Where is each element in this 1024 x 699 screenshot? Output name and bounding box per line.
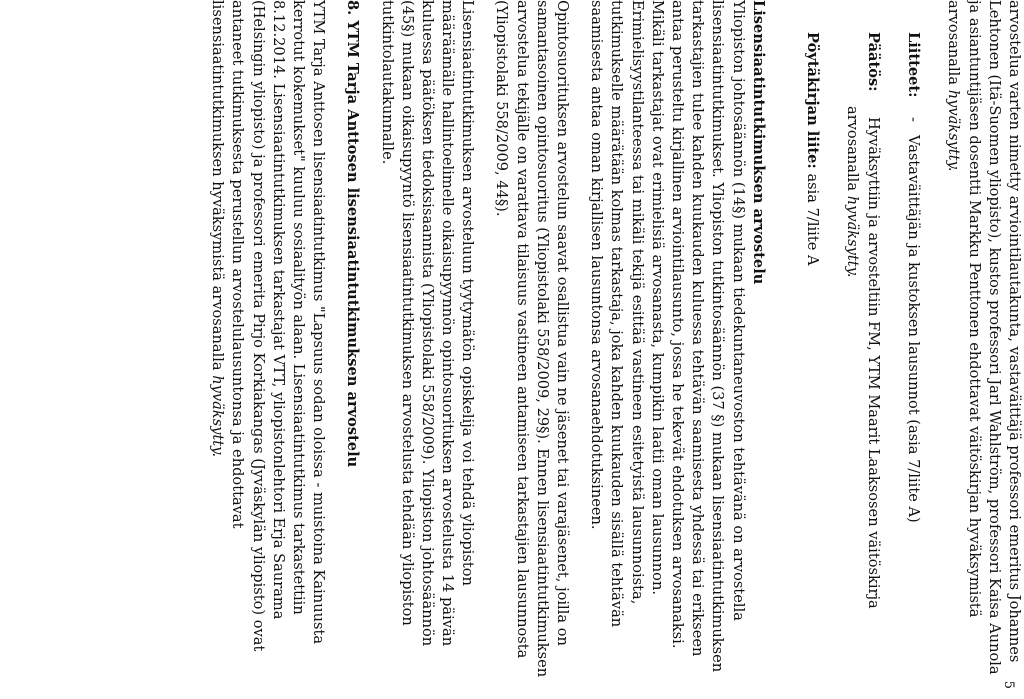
text-line: tarkastajien tulee kahden kuukauden kuluessa tehtävän saamisesta yhdessä tai erikseen (689, 0, 707, 657)
text-line: kerrotut kokemukset" kuuluu sosiaalityön alaan. Lisensiaatintutkimus tarkastettiin (290, 0, 307, 615)
text-line: (Helsingin yliopisto) ja professori emerita Pirjo Korkiakangas (Jyväskylän yliopisto) ovat (249, 0, 267, 652)
text-line: YTM Tarja Anttosen lisensiaatintutkimus "Lapsuus sodan oloissa - muistoina Kainuusta (310, 0, 328, 645)
grade-value: hyväksytty. (209, 375, 227, 458)
minutes-attachment-text: asia 7/liite A (804, 173, 822, 266)
text-line: antaneet tutkimuksesta perustellun arvostelulausuntonsa ja ehdottavat (229, 0, 247, 529)
decision-line-1 (863, 0, 883, 699)
section-8 (207, 0, 362, 699)
text-line (207, 0, 227, 699)
text-line: (Yliopistolaki 558/2009, 44§). (493, 0, 511, 217)
attachments-dash: - (905, 117, 923, 122)
text-line: Mikäli tarkastajat ovat erimielisiä arvosanasta, kumpikin laatii oman lausunnon. (648, 0, 666, 596)
text-line: Lehtonen (Itä-Suomen yliopisto), kustos professori Jarl Wahlström, professori Kaisa Aunola (985, 0, 1003, 675)
document-body (207, 0, 1024, 699)
text-line: ja asiantuntijäsen dosentti Markku Penttonen ehdottavat väitöskirjan hyväksymistä (965, 0, 983, 618)
decision-grade-prefix: arvosanalla (844, 106, 862, 192)
text-line: (45§) mukaan oikaisupyyntö lisensiaatintutkimuksen arvostelusta tehdään yliopiston (398, 0, 416, 626)
page-number: 5 (1001, 680, 1016, 689)
decision-label: Päätös: (864, 32, 882, 92)
text-line: tutkimukselle määrätään kolmas tarkastaja, joka kahden kuukauden sisällä tehtävän (608, 0, 626, 628)
decision-text: Hyväksyttiin ja arvosteltiin FM, YTM Maarit Laaksosen väitöskirja (864, 117, 882, 609)
text-line: kuluessa päätöksen tiedoksisaannista (Yliopistolaki 558/2009). Yliopiston johtosäännön (418, 0, 436, 647)
text-line: samantasoinen opintosuoritus (Yliopistolaki 558/2009, 29§). Ennen lisensiaatintutkimuksen (533, 0, 551, 678)
text-line: arvostelua varten nimetty arviointilautakunta, vastaväittäjä professori emeritus Johannes (1006, 0, 1023, 663)
text-line: arvostelua tekijälle on varattava tilaisuus vastineen antamiseen tarkastajien lausunnosta (513, 0, 531, 659)
text-line: Opintosuorituksen arvostelun saavat osallistua vain ne jäsenet tai varajäsenet, joilla on (554, 0, 572, 646)
text-line: saamisesta antaa oman kirjallisen lausuntonsa arvosanaehdotuksineen. (588, 0, 606, 530)
text-line: määräämälle hallintoelimelle oikaisupyynnön opintosuorituksen arvostelusta 14 päivän (439, 0, 457, 647)
text-line: 8.12.2014. Lisensiaatintutkimuksen tarkastajat VTT, yliopistonlehtori Erja Saurama (269, 0, 287, 620)
intro-paragraph (943, 0, 1024, 699)
text-line: Lisensiaatintutkimuksen arvosteluun tyytymätön opiskelija voi tehdä yliopiston (459, 0, 477, 586)
grade-value: hyväksytty. (945, 89, 963, 172)
decision-line-2 (842, 0, 862, 699)
oikaisupyynto-paragraph (376, 0, 477, 699)
grade-prefix: lisensiaatintutkimuksen hyväksymistä arvosanalla (209, 0, 227, 371)
text-line (943, 0, 963, 699)
decision-grade-value: hyväksytty. (844, 195, 862, 278)
grade-prefix: arvosanalla (945, 0, 963, 86)
attachments-text: Vastaväittäjän ja kustoksen lausunnot (asia 7/liite A) (905, 135, 923, 523)
licentiate-section (586, 0, 768, 699)
text-line: Yliopiston johtosäännön (14§) mukaan tiedekuntaneuvoston tehtävänä on arvostella (729, 0, 747, 621)
opintosuoritus-paragraph (491, 0, 572, 699)
section-heading: 8. YTM Tarja Anttosen lisensiaatintutkimuksen arvostelu (344, 0, 362, 468)
minutes-attachment-label: Pöytäkirjan liite: (804, 32, 822, 169)
attachments-line (903, 0, 923, 699)
text-line: antaa perusteltu kirjallinen arviointilausunto, jossa he tekevät ehdotuksen arvosanaksi. (669, 0, 686, 649)
text-line: Erimielisyystilanteessa tai mikäli tekijä esittää vastineen esitetyistä lausunnoista, (628, 0, 646, 605)
text-line: lisensiaatintutkimukset. Yliopiston tutkintosäännön (37 §) mukaan lisensiaatintutkimuksen (709, 0, 727, 673)
attachments-label: Liitteet: (905, 32, 923, 98)
text-line: tutkintolautakunnalle. (378, 0, 396, 165)
section-heading: Lisensiaatintutkimuksen arvostelu (749, 0, 767, 285)
minutes-attachment-line (802, 0, 822, 699)
